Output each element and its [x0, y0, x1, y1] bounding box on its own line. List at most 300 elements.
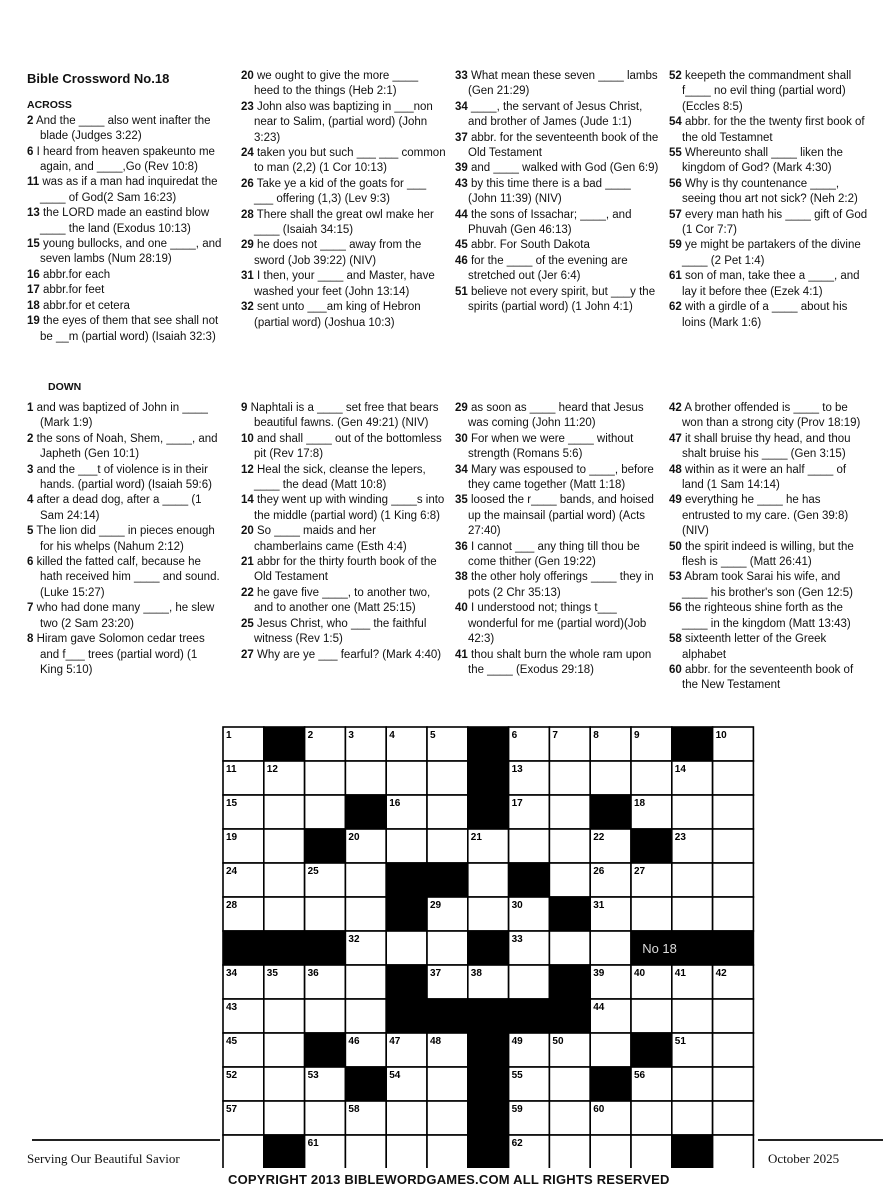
clue-10 — [241, 432, 446, 463]
black-square — [468, 761, 509, 795]
cell-number: 30 — [511, 900, 523, 911]
cell-number: 19 — [226, 832, 238, 843]
grid-cell[interactable] — [264, 1101, 305, 1135]
clue-text: every man hath his ____ gift of God (1 Cor 7:7) — [681, 208, 868, 237]
across-column-4 — [669, 69, 869, 331]
grid-cell[interactable] — [264, 829, 305, 863]
grid-cell[interactable] — [713, 999, 754, 1033]
clue-number: 4 — [27, 494, 34, 507]
grid-cell[interactable] — [549, 1135, 590, 1168]
clue-40 — [455, 601, 660, 647]
black-square — [345, 1067, 386, 1101]
footer-rule-left — [32, 1139, 220, 1141]
grid-cell[interactable] — [549, 795, 590, 829]
cell-number: 52 — [226, 1070, 238, 1081]
clue-60 — [669, 663, 869, 694]
grid-cell[interactable] — [427, 795, 468, 829]
cell-number: 48 — [430, 1036, 442, 1047]
puzzle-number-label: No 18 — [642, 941, 677, 956]
grid-cell[interactable] — [264, 999, 305, 1033]
black-square — [223, 931, 264, 965]
black-square — [468, 1101, 509, 1135]
grid-cell[interactable] — [386, 931, 427, 965]
clue-number: 44 — [455, 208, 468, 221]
clue-number: 15 — [27, 238, 40, 251]
cell-number: 44 — [593, 1002, 605, 1013]
grid-cell[interactable] — [713, 761, 754, 795]
black-square — [509, 999, 550, 1033]
cell-number: 18 — [634, 798, 646, 809]
clue-text: abbr. For South Dakota — [467, 239, 590, 252]
grid-cell[interactable] — [223, 1135, 264, 1168]
clue-text: he gave five ____, to another two, and to another one (Matt 25:15) — [253, 586, 431, 615]
clue-number: 62 — [669, 301, 682, 314]
clue-59 — [669, 238, 869, 269]
black-square — [631, 829, 672, 863]
grid-cell[interactable] — [549, 863, 590, 897]
clue-number: 16 — [27, 268, 40, 281]
grid-cell[interactable] — [386, 829, 427, 863]
cell-number: 27 — [634, 866, 646, 877]
clue-text: killed the fatted calf, because he hath received him ____ and sound. (Luke 15:27) — [33, 556, 220, 599]
clue-number: 24 — [241, 147, 254, 160]
clue-text: it shall bruise thy head, and thou shalt bruise his ____ (Gen 3:15) — [681, 432, 851, 461]
grid-cell[interactable] — [549, 829, 590, 863]
cell-number: 8 — [593, 730, 599, 741]
grid-cell[interactable] — [305, 897, 346, 931]
grid-cell[interactable] — [345, 897, 386, 931]
clue-number: 31 — [241, 270, 254, 283]
puzzle-title: Bible Crossword No.18 — [27, 71, 170, 86]
clue-18 — [27, 299, 222, 314]
cell-number: 50 — [552, 1036, 564, 1047]
clue-text: thou shalt burn the whole ram upon the ____ (Exodus 29:18) — [467, 648, 652, 676]
grid-cell[interactable] — [672, 795, 713, 829]
across-column-2 — [241, 69, 446, 331]
clue-number: 51 — [455, 285, 468, 298]
clue-50 — [669, 540, 869, 571]
clue-text: and the ___t of violence is in their hands. (partial word) (Isaiah 59:6) — [33, 463, 212, 492]
clue-text: was as if a man had inquiredat the ____ of God(2 Sam 16:23) — [39, 176, 218, 204]
cell-number: 22 — [593, 832, 605, 843]
grid-cell[interactable] — [427, 931, 468, 965]
clue-25 — [241, 617, 446, 648]
cell-number: 62 — [511, 1138, 523, 1149]
clue-number: 30 — [455, 432, 468, 445]
grid-cell[interactable] — [386, 1135, 427, 1168]
black-square — [305, 931, 346, 965]
cell-number: 33 — [511, 934, 523, 945]
grid-cell[interactable] — [631, 897, 672, 931]
copyright-notice: COPYRIGHT 2013 BIBLEWORDGAMES.COM ALL RIGHTS RESERVED — [228, 1172, 670, 1187]
footer-tagline: Serving Our Beautiful Savior — [27, 1151, 180, 1166]
clue-3 — [27, 463, 222, 494]
cell-number: 9 — [634, 730, 640, 741]
clue-number: 27 — [241, 648, 254, 661]
clue-23 — [241, 100, 446, 146]
clue-text: loosed the r____ bands, and hoised up the mainsail (partial word) (Acts 27:40) — [467, 494, 654, 538]
grid-cell[interactable] — [672, 1101, 713, 1135]
clue-number: 28 — [241, 208, 254, 221]
black-square — [672, 931, 713, 965]
cell-number: 25 — [307, 866, 319, 877]
clue-number: 60 — [669, 663, 682, 676]
black-square — [345, 795, 386, 829]
black-square — [713, 931, 754, 965]
cell-number: 7 — [552, 730, 558, 741]
grid-cell[interactable] — [305, 999, 346, 1033]
black-square — [305, 1033, 346, 1067]
clue-number: 11 — [27, 176, 40, 189]
cell-number: 34 — [226, 968, 238, 979]
clue-text: Why is thy countenance ____, seeing thou art not sick? (Neh 2:2) — [681, 177, 858, 206]
cell-number: 6 — [511, 730, 518, 741]
clue-number: 25 — [241, 617, 254, 630]
clue-text: Hiram gave Solomon cedar trees and f___ trees (partial word) (1 King 5:10) — [33, 633, 205, 676]
clue-30 — [455, 432, 660, 463]
across-heading: ACROSS — [27, 99, 72, 112]
clue-text: the sons of Noah, Shem, ____, and Japheth (Gen 10:1) — [33, 432, 218, 461]
clue-text: for the ____ of the evening are stretched out (Jer 6:4) — [467, 254, 628, 283]
clue-text: young bullocks, and one ____, and seven lambs (Num 28:19) — [39, 238, 222, 266]
clue-number: 21 — [241, 556, 254, 569]
clue-list — [455, 69, 660, 316]
black-square — [468, 727, 509, 761]
cell-number: 20 — [348, 832, 360, 843]
clue-12 — [241, 463, 446, 494]
grid-cell[interactable] — [631, 1101, 672, 1135]
clue-text: sixteenth letter of the Greek alphabet — [681, 633, 827, 661]
grid-cell[interactable] — [672, 863, 713, 897]
clue-text: Jesus Christ, who ___ the faithful witness (Rev 1:5) — [253, 617, 427, 646]
grid-cell[interactable] — [509, 829, 550, 863]
clue-number: 13 — [27, 207, 40, 220]
grid-cell[interactable] — [427, 829, 468, 863]
clue-2 — [27, 432, 222, 463]
clue-text: For when we were ____ without strength (Romans 5:6) — [467, 432, 634, 461]
clue-13 — [27, 206, 222, 237]
clue-number: 56 — [669, 602, 682, 615]
cell-number: 26 — [593, 866, 605, 877]
clue-36 — [455, 540, 660, 571]
black-square — [427, 863, 468, 897]
cell-number: 54 — [389, 1070, 401, 1081]
black-square — [468, 999, 509, 1033]
cell-number: 2 — [307, 730, 314, 741]
clue-number: 18 — [27, 299, 40, 312]
clue-39 — [455, 161, 660, 176]
down-column-1 — [27, 401, 222, 678]
clue-number: 41 — [455, 648, 468, 661]
cell-number: 12 — [266, 764, 278, 775]
grid-cell[interactable] — [590, 1135, 631, 1168]
clue-number: 26 — [241, 177, 254, 190]
cell-number: 15 — [226, 798, 238, 809]
clue-text: Naphtali is a ____ set free that bears beautiful fawns. (Gen 49:21) (NIV) — [247, 402, 439, 430]
clue-7 — [27, 601, 222, 632]
black-square — [468, 1135, 509, 1168]
clue-number: 37 — [455, 131, 468, 144]
clue-number: 17 — [27, 284, 40, 297]
black-square — [468, 1067, 509, 1101]
cell-number: 56 — [634, 1070, 646, 1081]
grid-cell[interactable] — [672, 1067, 713, 1101]
clue-number: 50 — [669, 540, 682, 553]
grid-cell[interactable] — [468, 863, 509, 897]
clue-number: 54 — [669, 116, 682, 129]
black-square — [549, 965, 590, 999]
clue-32 — [241, 300, 446, 331]
grid-cell[interactable] — [264, 863, 305, 897]
clue-number: 55 — [669, 147, 682, 160]
clue-text: who had done many ____, he slew two (2 Sam 23:20) — [33, 602, 215, 630]
down-heading: DOWN — [48, 381, 82, 393]
grid-cell[interactable] — [713, 1033, 754, 1067]
grid-cell[interactable] — [713, 897, 754, 931]
clue-number: 46 — [455, 254, 468, 267]
clue-number: 12 — [241, 463, 254, 476]
clue-17 — [27, 283, 222, 298]
grid-cell[interactable] — [345, 999, 386, 1033]
grid-cell[interactable] — [427, 1067, 468, 1101]
black-square — [672, 1135, 713, 1168]
cell-number: 3 — [348, 730, 354, 741]
cell-number: 42 — [715, 968, 727, 979]
grid-cell[interactable] — [264, 1033, 305, 1067]
clue-5 — [27, 524, 222, 555]
black-square — [468, 795, 509, 829]
cell-number: 17 — [511, 798, 523, 809]
clue-text: the spirit indeed is willing, but the flesh is ____ (Matt 26:41) — [681, 540, 854, 569]
clue-38 — [455, 570, 660, 601]
grid-cell[interactable] — [549, 931, 590, 965]
cell-number: 21 — [470, 832, 482, 843]
clue-46 — [455, 254, 660, 285]
cell-number: 16 — [389, 798, 401, 809]
clue-35 — [455, 493, 660, 539]
clue-text: with a girdle of a ____ about his loins (Mark 1:6) — [681, 301, 848, 329]
clue-number: 9 — [241, 402, 248, 414]
clue-number: 34 — [455, 100, 468, 113]
grid-cell[interactable] — [549, 761, 590, 795]
clue-21 — [241, 555, 446, 586]
clue-list — [669, 401, 869, 694]
grid-cell[interactable] — [590, 931, 631, 965]
clue-number: 49 — [669, 494, 682, 507]
clue-text: and shall ____ out of the bottomless pit (Rev 17:8) — [253, 432, 442, 461]
grid-cell[interactable] — [386, 1101, 427, 1135]
across-column-3 — [455, 69, 660, 316]
grid-cell[interactable] — [509, 965, 550, 999]
grid-cell[interactable] — [264, 897, 305, 931]
clue-text: abbr. for the seventeenth book of the New Testament — [681, 663, 854, 692]
grid-cell[interactable] — [713, 829, 754, 863]
grid-cell[interactable] — [713, 1101, 754, 1135]
grid-cell[interactable] — [713, 863, 754, 897]
cell-number: 55 — [511, 1070, 523, 1081]
clue-number: 34 — [455, 463, 468, 476]
grid-cell[interactable] — [345, 965, 386, 999]
clue-text: believe not every spirit, but ___y the spirits (partial word) (1 John 4:1) — [467, 285, 656, 314]
cell-number: 39 — [593, 968, 605, 979]
clue-43 — [455, 177, 660, 208]
clue-number: 6 — [27, 556, 34, 569]
clue-text: abbr.for each — [39, 268, 111, 281]
clue-text: and ____ walked with God (Gen 6:9) — [467, 162, 659, 175]
clue-text: Abram took Sarai his wife, and ____ his brother's son (Gen 12:5) — [681, 571, 853, 599]
grid-cell[interactable] — [305, 795, 346, 829]
cell-number: 14 — [674, 764, 686, 775]
grid-cell[interactable] — [672, 897, 713, 931]
black-square — [468, 931, 509, 965]
cell-number: 5 — [430, 730, 436, 741]
clue-24 — [241, 146, 446, 177]
cell-number: 38 — [470, 968, 482, 979]
clue-text: So ____ maids and her chamberlains came (Esth 4:4) — [253, 525, 407, 553]
clue-number: 10 — [241, 432, 254, 445]
clue-text: the eyes of them that see shall not be __m (partial word) (Isaiah 32:3) — [39, 315, 219, 343]
clue-29 — [241, 238, 446, 269]
crossword-grid — [222, 726, 756, 1168]
grid-cell[interactable] — [713, 1067, 754, 1101]
black-square — [590, 1067, 631, 1101]
clue-51 — [455, 285, 660, 316]
clue-number: 1 — [27, 402, 34, 414]
grid-cell[interactable] — [427, 761, 468, 795]
clue-text: I heard from heaven spakeunto me again, and ____,Go (Rev 10:8) — [33, 145, 215, 174]
clue-text: after a dead dog, after a ____ (1 Sam 24:14) — [33, 494, 202, 522]
clue-text: Take ye a kid of the goats for ___ ___ offering (1,3) (Lev 9:3) — [253, 177, 427, 206]
clue-26 — [241, 177, 446, 208]
clue-1 — [27, 401, 222, 432]
black-square — [264, 727, 305, 761]
grid-cell[interactable] — [631, 761, 672, 795]
clue-number: 22 — [241, 586, 254, 599]
clue-number: 33 — [455, 70, 468, 82]
grid-cell[interactable] — [345, 1135, 386, 1168]
black-square — [631, 1033, 672, 1067]
down-column-3 — [455, 401, 660, 678]
clue-text: Heal the sick, cleanse the lepers, ____ the dead (Matt 10:8) — [253, 463, 426, 492]
clue-48 — [669, 463, 869, 494]
clue-62 — [669, 300, 869, 331]
grid-cell[interactable] — [631, 999, 672, 1033]
cell-number: 49 — [511, 1036, 523, 1047]
grid-cell[interactable] — [549, 1067, 590, 1101]
grid-cell[interactable] — [264, 795, 305, 829]
grid-cell[interactable] — [468, 897, 509, 931]
clue-number: 3 — [27, 463, 34, 476]
clue-number: 35 — [455, 494, 468, 507]
grid-cell[interactable] — [549, 1101, 590, 1135]
cell-number: 61 — [307, 1138, 319, 1149]
grid-cell[interactable] — [264, 1067, 305, 1101]
clue-number: 36 — [455, 540, 468, 553]
clue-text: abbr for the thirty fourth book of the Old Testament — [253, 556, 437, 584]
cell-number: 45 — [226, 1036, 238, 1047]
clue-text: taken you but such ___ ___ common to man (2,2) (1 Cor 10:13) — [253, 147, 446, 175]
clue-text: Mary was espoused to ____, before they came together (Matt 1:18) — [467, 463, 654, 492]
grid-cell[interactable] — [672, 999, 713, 1033]
cell-number: 35 — [266, 968, 278, 979]
cell-number: 28 — [226, 900, 238, 911]
clue-list — [455, 401, 660, 678]
cell-number: 1 — [226, 730, 232, 741]
clue-text: within as it were an half ____ of land (1 Sam 14:14) — [681, 463, 847, 492]
black-square — [468, 1033, 509, 1067]
cell-number: 4 — [389, 730, 395, 741]
clue-text: abbr.for et cetera — [39, 299, 130, 312]
clue-text: he does not ____ away from the sword (Job 39:22) (NIV) — [253, 239, 422, 267]
grid-cell[interactable] — [345, 863, 386, 897]
clue-number: 14 — [241, 494, 254, 507]
clue-number: 53 — [669, 571, 682, 584]
cell-number: 53 — [307, 1070, 319, 1081]
clue-text: they went up with winding ____s into the middle (partial word) (1 King 6:8) — [253, 494, 445, 522]
clue-29 — [455, 401, 660, 432]
clue-16 — [27, 268, 222, 283]
black-square — [549, 897, 590, 931]
clue-20 — [241, 69, 446, 100]
cell-number: 32 — [348, 934, 360, 945]
grid-cell[interactable] — [427, 1101, 468, 1135]
clue-text: the other holy offerings ____ they in pots (2 Chr 35:13) — [467, 571, 654, 599]
clue-34 — [455, 100, 660, 131]
clue-list — [241, 401, 446, 663]
grid-cell[interactable] — [305, 1101, 346, 1135]
clue-31 — [241, 269, 446, 300]
grid-cell[interactable] — [345, 761, 386, 795]
clue-20 — [241, 524, 446, 555]
clue-number: 40 — [455, 602, 468, 615]
clue-text: the LORD made an eastind blow ____ the land (Exodus 10:13) — [39, 207, 210, 235]
cell-number: 47 — [389, 1036, 401, 1047]
grid-cell[interactable] — [713, 795, 754, 829]
clue-number: 8 — [27, 633, 34, 646]
clue-47 — [669, 432, 869, 463]
grid-cell[interactable] — [305, 761, 346, 795]
clue-8 — [27, 632, 222, 678]
clue-6 — [27, 145, 222, 176]
clue-52 — [669, 69, 869, 115]
clue-53 — [669, 570, 869, 601]
clue-22 — [241, 586, 446, 617]
black-square — [509, 863, 550, 897]
grid-cell[interactable] — [590, 1033, 631, 1067]
grid-cell[interactable] — [713, 1135, 754, 1168]
cell-number: 57 — [226, 1104, 238, 1115]
clue-6 — [27, 555, 222, 601]
grid-cell[interactable] — [427, 1135, 468, 1168]
grid-cell[interactable] — [590, 761, 631, 795]
clue-list — [241, 69, 446, 331]
clue-text: abbr.for feet — [39, 284, 105, 297]
grid-cell[interactable] — [386, 761, 427, 795]
clue-number: 2 — [27, 114, 34, 127]
grid-cell[interactable] — [631, 1135, 672, 1168]
clue-number: 58 — [669, 633, 682, 646]
cell-number: 36 — [307, 968, 319, 979]
footer-rule-right — [758, 1139, 883, 1141]
black-square — [386, 999, 427, 1033]
cell-number: 40 — [634, 968, 646, 979]
clue-45 — [455, 238, 660, 253]
cell-number: 24 — [226, 866, 238, 877]
clue-text: we ought to give the more ____ heed to the things (Heb 2:1) — [253, 70, 419, 98]
black-square — [386, 863, 427, 897]
clue-55 — [669, 146, 869, 177]
clue-number: 48 — [669, 463, 682, 476]
